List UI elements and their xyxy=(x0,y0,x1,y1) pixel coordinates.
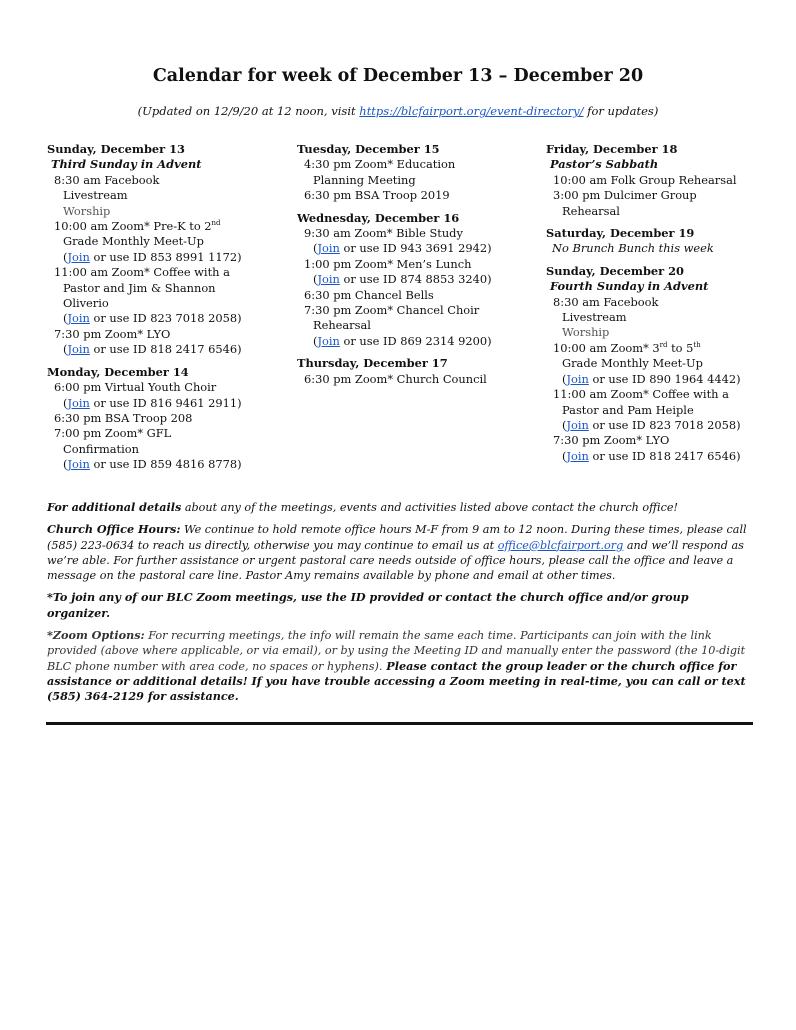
meeting-id: or use ID 853 8991 1172) xyxy=(89,249,242,264)
day-friday-dec-18 xyxy=(546,142,796,219)
day-heading: Monday, December 14 xyxy=(47,364,189,379)
event-time: 6:00 pm Virtual Youth Choir xyxy=(54,380,217,395)
zoom-info: (Join or use ID 823 7018 2058) xyxy=(63,311,242,326)
event-detail: Planning Meeting xyxy=(313,172,416,187)
day-heading: Friday, December 18 xyxy=(546,142,678,156)
day-sunday-dec-13 xyxy=(47,142,292,358)
event-title: to 5 xyxy=(667,340,694,355)
additional-details-note xyxy=(47,500,752,515)
zoom-info: (Join or use ID 859 4816 8778) xyxy=(63,457,242,472)
day-heading: Tuesday, December 15 xyxy=(297,142,440,156)
event-time: 1:00 pm Zoom* Men’s Lunch xyxy=(304,256,472,271)
note-heading: *Zoom Options: xyxy=(47,628,145,643)
join-link[interactable]: Join xyxy=(67,457,90,472)
zoom-info: (Join or use ID 943 3691 2942) xyxy=(313,241,492,256)
meeting-id: or use ID 823 7018 2058) xyxy=(588,417,741,432)
event-detail: Pastor and Jim & Shannon xyxy=(63,280,216,295)
join-link[interactable]: Join xyxy=(317,333,340,348)
join-zoom-note: *To join any of our BLC Zoom meetings, use the ID provided or contact the church office and/or group organizer. xyxy=(47,590,689,620)
join-link[interactable]: Join xyxy=(67,311,90,326)
updated-note xyxy=(0,104,796,118)
meeting-id: or use ID 818 2417 6546) xyxy=(588,448,741,463)
event-detail: Rehearsal xyxy=(562,203,620,218)
event-detail: Grade Monthly Meet-Up xyxy=(562,356,703,371)
event-detail: Worship xyxy=(63,203,111,218)
day-heading: Wednesday, December 16 xyxy=(297,210,460,225)
event-time: 6:30 pm Chancel Bells xyxy=(304,287,434,302)
zoom-options-note xyxy=(47,628,752,704)
zoom-info: (Join or use ID 818 2417 6546) xyxy=(63,342,242,357)
notes-section xyxy=(47,500,752,712)
zoom-info: (Join or use ID 869 2314 9200) xyxy=(313,333,492,348)
event-time: 7:30 pm Zoom* LYO xyxy=(54,326,171,341)
day-subtitle: Fourth Sunday in Advent xyxy=(550,279,709,294)
event-time: 10:00 am Folk Group Rehearsal xyxy=(553,172,737,187)
ordinal-suffix: nd xyxy=(211,219,221,228)
meeting-id: or use ID 859 4816 8778) xyxy=(89,457,242,472)
day-tuesday-dec-15 xyxy=(297,142,542,204)
event-time: 9:30 am Zoom* Bible Study xyxy=(304,226,463,241)
meeting-id: or use ID 874 8853 3240) xyxy=(339,272,492,287)
meeting-id: or use ID 890 1964 4442) xyxy=(588,371,741,386)
day-thursday-dec-17 xyxy=(297,356,542,387)
event-detail: Oliverio xyxy=(63,296,109,311)
meeting-id: or use ID 818 2417 6546) xyxy=(89,342,242,357)
ordinal-suffix: th xyxy=(693,341,701,350)
event-time: 3:00 pm Dulcimer Group xyxy=(553,188,697,203)
meeting-id: or use ID 816 9461 2911) xyxy=(89,395,242,410)
office-hours-note xyxy=(47,522,752,583)
zoom-info: (Join or use ID 818 2417 6546) xyxy=(562,448,741,463)
event-time: 7:30 pm Zoom* Chancel Choir xyxy=(304,303,480,318)
event-time xyxy=(47,219,292,234)
note-text: about any of the meetings, events and activities listed above contact the church office! xyxy=(181,501,678,514)
event-time: 7:30 pm Zoom* LYO xyxy=(553,433,670,448)
note-text: and we’ll respond as we’re able. For further assistance or urgent pastoral care needs outside of office hours, please call the office and leave a message on the pastoral care line. Pastor Amy remains available by phone and email at other times. xyxy=(47,538,744,583)
event-time: 6:30 pm Zoom* Church Council xyxy=(304,371,487,386)
page-title: Calendar for week of December 13 – December 20 xyxy=(152,66,644,86)
day-heading: Saturday, December 19 xyxy=(546,226,695,241)
join-link[interactable]: Join xyxy=(566,371,589,386)
day-subtitle: Pastor’s Sabbath xyxy=(550,157,659,172)
join-link[interactable]: Join xyxy=(566,448,589,463)
meeting-id: or use ID 823 7018 2058) xyxy=(89,311,242,326)
zoom-info: (Join or use ID 874 8853 3240) xyxy=(313,272,492,287)
event-time: 7:00 pm Zoom* GFL xyxy=(54,426,172,441)
event-detail: Rehearsal xyxy=(313,318,371,333)
office-email-link[interactable]: office@blcfairport.org xyxy=(497,538,624,552)
ordinal-suffix: rd xyxy=(659,341,668,350)
event-title: 10:00 am Zoom* Pre-K to 2 xyxy=(54,219,212,234)
day-heading: Sunday, December 13 xyxy=(47,142,185,156)
event-detail: Confirmation xyxy=(63,441,139,456)
join-link[interactable]: Join xyxy=(67,395,90,410)
join-link[interactable]: Join xyxy=(317,272,340,287)
day-note: No Brunch Bunch this week xyxy=(552,241,714,256)
day-monday-dec-14 xyxy=(47,365,292,473)
event-detail: Pastor and Pam Heiple xyxy=(562,402,694,417)
event-time: 11:00 am Zoom* Coffee with a xyxy=(553,387,729,402)
event-time: 8:30 am Facebook xyxy=(54,172,160,187)
event-detail: Worship xyxy=(562,325,610,340)
calendar-column-1 xyxy=(47,142,292,480)
event-time xyxy=(546,341,796,356)
calendar-column-3 xyxy=(546,142,796,471)
event-directory-link[interactable]: https://blcfairport.org/event-directory/ xyxy=(359,104,584,118)
note-text: For recurring meetings, the info will remain the same each time. Participants can join with the link provided (above where applicable, or via email), or by using the Meeting ID and manually enter the password (the 10-digit BLC phone number with area code, no spaces or hyphens). xyxy=(47,629,746,673)
zoom-info: (Join or use ID 853 8991 1172) xyxy=(63,249,242,264)
join-link[interactable]: Join xyxy=(317,241,340,256)
day-sunday-dec-20 xyxy=(546,264,796,464)
event-detail: Grade Monthly Meet-Up xyxy=(63,234,204,249)
event-time: 8:30 am Facebook xyxy=(553,294,659,309)
join-link[interactable]: Join xyxy=(67,249,90,264)
zoom-info: (Join or use ID 890 1964 4442) xyxy=(562,371,741,386)
note-text: We continue to hold remote office hours M-F from 9 am to 12 noon. During these times, please call (585) 223-0634 to reach us directly, otherwise you may continue to email us at xyxy=(47,523,747,552)
event-detail: Livestream xyxy=(63,188,128,203)
updated-prefix: (Updated on 12/9/20 at 12 noon, visit xyxy=(137,104,360,118)
note-heading: For additional details xyxy=(47,500,182,514)
event-detail: Livestream xyxy=(562,310,627,325)
event-time: 4:30 pm Zoom* Education xyxy=(304,157,456,172)
meeting-id: or use ID 869 2314 9200) xyxy=(339,333,492,348)
event-time: 11:00 am Zoom* Coffee with a xyxy=(54,265,230,280)
event-title: 10:00 am Zoom* 3 xyxy=(553,340,660,355)
day-heading: Thursday, December 17 xyxy=(297,356,448,371)
day-subtitle: Third Sunday in Advent xyxy=(51,157,202,172)
calendar-column-2 xyxy=(297,142,542,394)
join-link[interactable]: Join xyxy=(67,342,90,357)
bottom-divider xyxy=(46,722,753,725)
event-time: 6:30 pm BSA Troop 208 xyxy=(54,410,193,425)
meeting-id: or use ID 943 3691 2942) xyxy=(339,241,492,256)
day-wednesday-dec-16 xyxy=(297,211,542,350)
zoom-info: (Join or use ID 816 9461 2911) xyxy=(63,395,242,410)
note-heading: Church Office Hours: xyxy=(47,522,181,537)
day-heading: Sunday, December 20 xyxy=(546,263,684,278)
join-link[interactable]: Join xyxy=(566,417,589,432)
note-emphasis: Please contact the group leader or the church office for assistance or additional details! If you have trouble accessing a Zoom meeting in real-time, you can call or text (585) 364-2129 for assistance. xyxy=(47,658,746,704)
zoom-info: (Join or use ID 823 7018 2058) xyxy=(562,417,741,432)
day-saturday-dec-19 xyxy=(546,226,796,257)
updated-suffix: for updates) xyxy=(583,104,659,118)
event-time: 6:30 pm BSA Troop 2019 xyxy=(304,188,450,203)
